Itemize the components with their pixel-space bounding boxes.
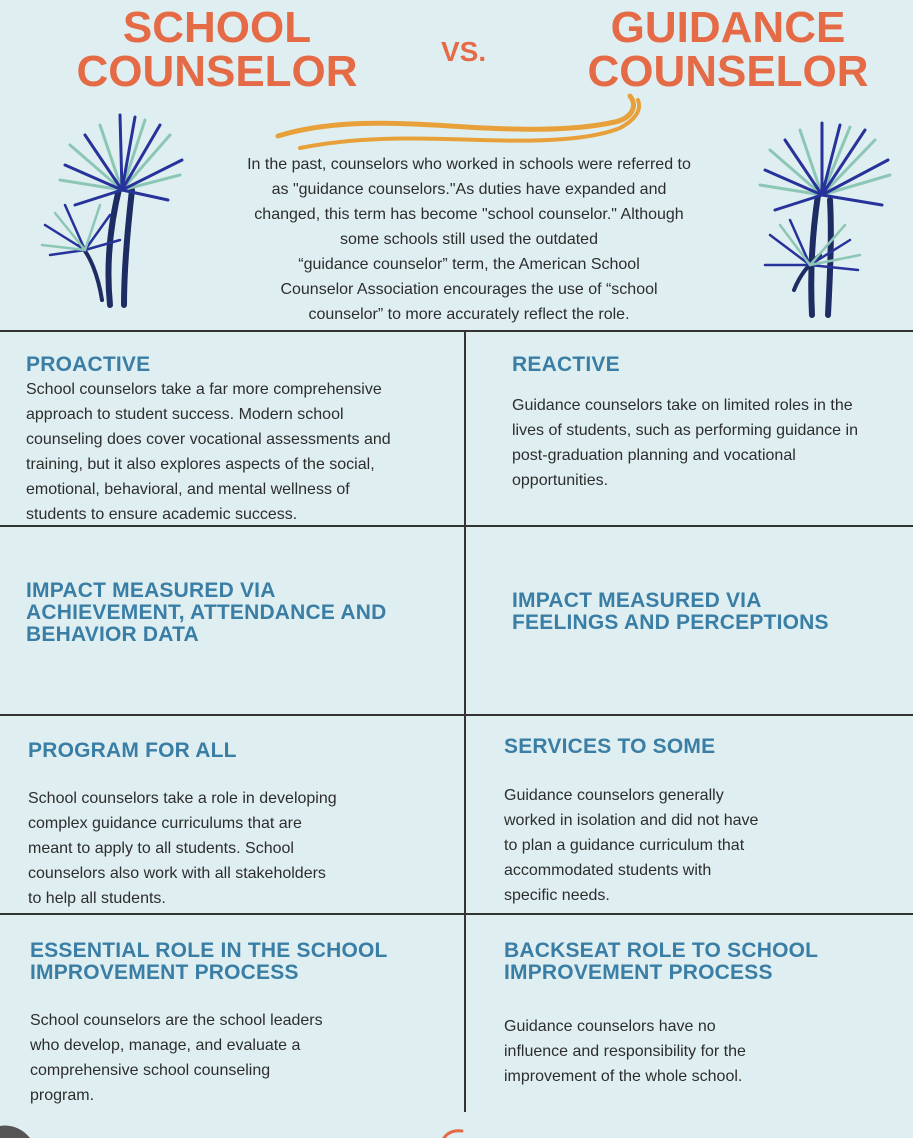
intro-paragraph (205, 152, 733, 327)
title-left-line1: SCHOOL (122, 3, 312, 52)
vs-label: VS. (441, 36, 487, 67)
reactive-cell (512, 354, 907, 493)
intro-line: some schools still used the outdated (340, 231, 598, 248)
services-text-line: accommodated students with (504, 862, 712, 879)
essential-role-cell (30, 940, 460, 1108)
services-text-line: to plan a guidance curriculum that (504, 837, 745, 854)
essential-role-heading: IMPROVEMENT PROCESS (30, 961, 299, 984)
essential-role-heading: ESSENTIAL ROLE IN THE SCHOOL (30, 939, 388, 962)
school-counselor-title (72, 3, 362, 96)
program-text-line: counselors also work with all stakeholders (28, 865, 326, 882)
backseat-role-cell (504, 940, 904, 1089)
services-to-some-cell (504, 736, 904, 908)
proactive-text-line: approach to student success. Modern school (26, 406, 344, 423)
backseat-role-heading: IMPROVEMENT PROCESS (504, 961, 773, 984)
backseat-text-line: influence and responsibility for the (504, 1043, 746, 1060)
reactive-text-line: lives of students, such as performing guidance in (512, 422, 858, 439)
program-text-line: complex guidance curriculums that are (28, 815, 302, 832)
intro-line: Counselor Association encourages the use of “school (280, 281, 658, 298)
program-text-line: meant to apply to all students. School (28, 840, 294, 857)
impact-achievement-heading: IMPACT MEASURED VIA (26, 579, 276, 602)
table-divider (0, 913, 913, 915)
swoosh-decoration (270, 92, 650, 154)
essential-text-line: who develop, manage, and evaluate a (30, 1037, 301, 1054)
reactive-text-line: opportunities. (512, 472, 609, 489)
reactive-text-line: Guidance counselors take on limited roles in the (512, 397, 853, 414)
impact-achievement-cell (26, 580, 456, 646)
services-text-line: specific needs. (504, 887, 610, 904)
essential-text-line: comprehensive school counseling (30, 1062, 271, 1079)
proactive-text-line: emotional, behavioral, and mental wellness of (26, 481, 350, 498)
palm-plant-icon (40, 105, 190, 310)
intro-line: changed, this term has become "school counselor." Although (254, 206, 684, 223)
swoosh-decoration (440, 1128, 470, 1138)
intro-line: as "guidance counselors."As duties have expanded and (271, 181, 667, 198)
proactive-text-line: counseling does cover vocational assessments and (26, 431, 391, 448)
proactive-text-line: School counselors take a far more comprehensive (26, 381, 382, 398)
services-to-some-heading: SERVICES TO SOME (504, 735, 716, 758)
title-left-line2: COUNSELOR (76, 47, 358, 96)
proactive-cell (26, 354, 456, 527)
services-text-line: worked in isolation and did not have (504, 812, 759, 829)
backseat-role-heading: BACKSEAT ROLE TO SCHOOL (504, 939, 819, 962)
guidance-counselor-title (578, 3, 878, 96)
intro-line: counselor” to more accurately reflect the role. (308, 306, 630, 323)
intro-line: “guidance counselor” term, the American School (298, 256, 640, 273)
table-divider (0, 330, 913, 332)
essential-text-line: program. (30, 1087, 95, 1104)
title-right-line2: COUNSELOR (587, 47, 869, 96)
backseat-text-line: Guidance counselors have no (504, 1018, 716, 1035)
backseat-text-line: improvement of the whole school. (504, 1068, 743, 1085)
table-divider (0, 714, 913, 716)
impact-feelings-cell (512, 590, 907, 634)
palm-plant-icon (750, 115, 900, 320)
program-for-all-heading: PROGRAM FOR ALL (28, 739, 237, 762)
corner-shadow-decoration (0, 1118, 40, 1138)
column-divider (464, 330, 466, 1112)
program-text-line: to help all students. (28, 890, 166, 907)
proactive-text-line: students to ensure academic success. (26, 506, 298, 523)
proactive-text-line: training, but it also explores aspects of the social, (26, 456, 375, 473)
title-right-line1: GUIDANCE (610, 3, 846, 52)
program-for-all-cell (28, 740, 458, 911)
essential-text-line: School counselors are the school leaders (30, 1012, 323, 1029)
impact-feelings-heading: IMPACT MEASURED VIA (512, 589, 762, 612)
program-text-line: School counselors take a role in developing (28, 790, 337, 807)
proactive-heading: PROACTIVE (26, 353, 151, 376)
intro-line: In the past, counselors who worked in schools were referred to (247, 156, 691, 173)
reactive-heading: REACTIVE (512, 353, 620, 376)
reactive-text-line: post-graduation planning and vocational (512, 447, 796, 464)
impact-achievement-heading: ACHIEVEMENT, ATTENDANCE AND (26, 601, 387, 624)
services-text-line: Guidance counselors generally (504, 787, 724, 804)
impact-feelings-heading: FEELINGS AND PERCEPTIONS (512, 611, 829, 634)
impact-achievement-heading: BEHAVIOR DATA (26, 623, 199, 646)
